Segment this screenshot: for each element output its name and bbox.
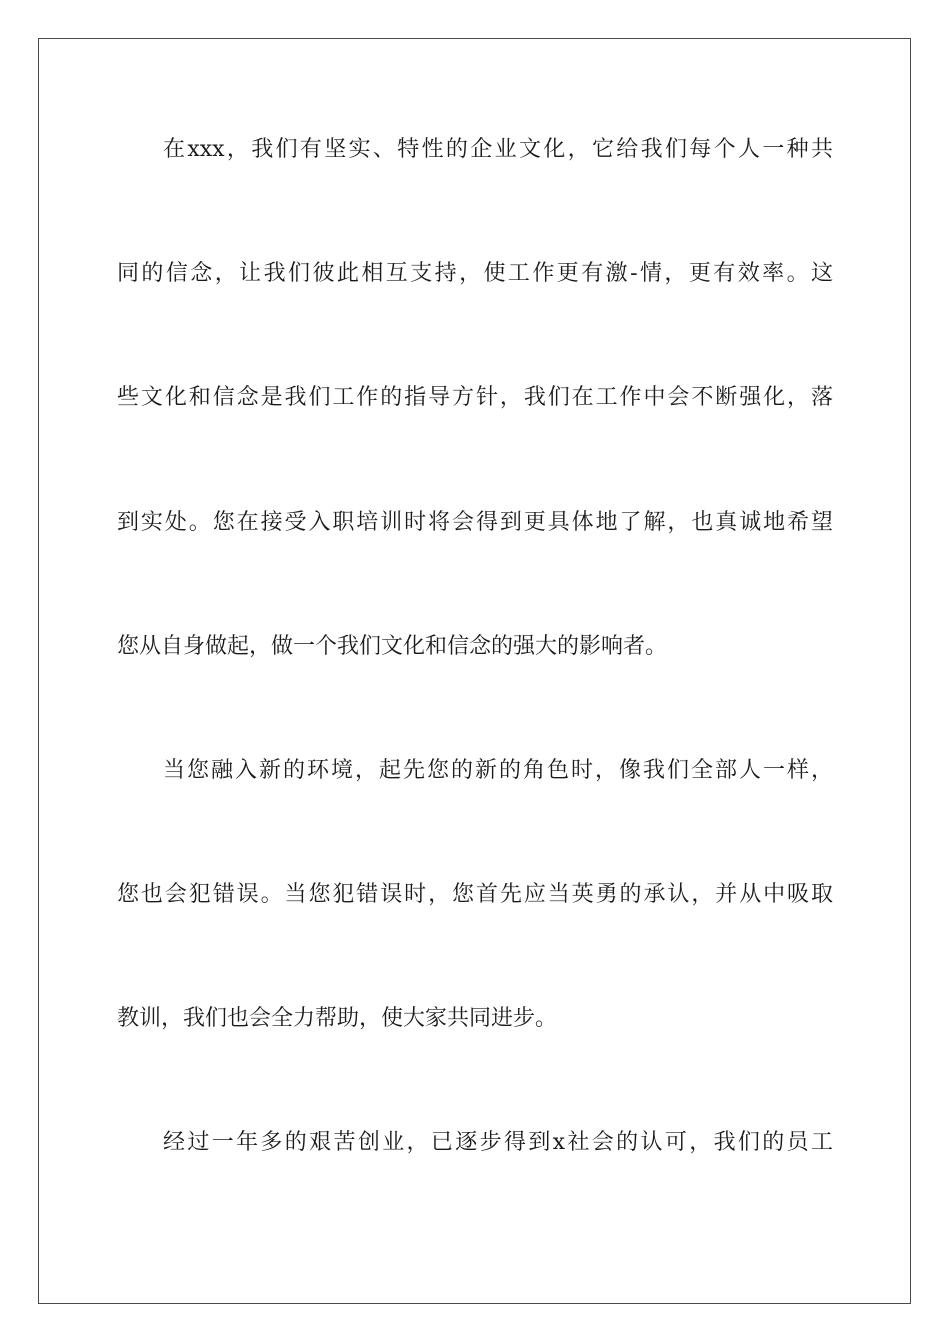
paragraph-1-line-3: 些文化和信念是我们工作的指导方针，我们在工作中会不断强化，落 bbox=[117, 385, 833, 410]
paragraph-1-line-5: 您从自身做起，做一个我们文化和信念的强大的影响者。 bbox=[117, 634, 668, 659]
paragraph-1-line-2: 同的信念，让我们彼此相互支持，使工作更有激-情，更有效率。这 bbox=[117, 261, 833, 286]
paragraph-1-line-1: 在xxx，我们有坚实、特性的企业文化，它给我们每个人一种共 bbox=[163, 137, 833, 162]
paragraph-2-line-1: 当您融入新的环境，起先您的新的角色时，像我们全部人一样， bbox=[163, 758, 833, 783]
paragraph-1-line-4: 到实处。您在接受入职培训时将会得到更具体地了解，也真诚地希望 bbox=[117, 510, 833, 535]
paragraph-2-line-3: 教训，我们也会全力帮助，使大家共同进步。 bbox=[117, 1006, 558, 1031]
paragraph-3-line-1: 经过一年多的艰苦创业，已逐步得到x社会的认可，我们的员工 bbox=[163, 1130, 833, 1155]
page-border bbox=[38, 38, 911, 1304]
paragraph-2-line-2: 您也会犯错误。当您犯错误时，您首先应当英勇的承认，并从中吸取 bbox=[117, 882, 833, 907]
